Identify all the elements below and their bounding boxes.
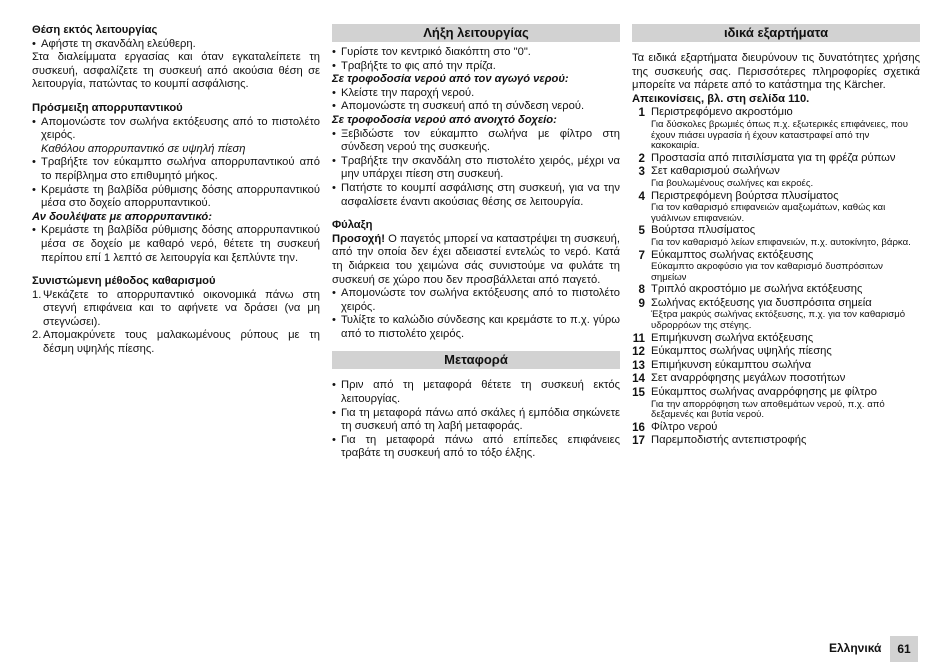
transport-list <box>332 379 620 461</box>
page-number: 61 <box>890 636 918 662</box>
storage-list <box>332 287 620 341</box>
column-left <box>32 24 320 357</box>
accessory-title: Επιμήκυνση εύκαμπτου σωλήνα <box>651 358 812 371</box>
accessory-title: Εύκαμπτος σωλήνας αναρρόφησης με φίλτρο <box>651 386 877 399</box>
list-item: • Για τη μεταφορά πάνω από σκάλες ή εμπόδια σηκώνετε τη συσκευή από τη λαβή μεταφοράς. <box>332 407 620 434</box>
accessory-number: 12 <box>632 345 645 359</box>
accessory-number: 9 <box>638 296 645 310</box>
list-item: • Απομονώστε τη συσκευή από τη σύνδεση νερού. <box>332 100 620 114</box>
list-item <box>32 289 320 330</box>
list-item: • Κρεμάστε τη βαλβίδα ρύθμισης δόσης απορρυπαντικού μέσα σε δοχείο με καθαρό νερό, θέτετε τη συσκευή περίπου επί 1 λεπτό σε λειτουργία και ξεπλύντε την. <box>32 224 320 265</box>
accessory-number: 1 <box>638 106 645 120</box>
list-item: • Κρεμάστε τη βαλβίδα ρύθμισης δόσης απορρυπαντικού μέσα στο δοχείο απορρυπαντικού. <box>32 184 320 211</box>
open-container-list <box>332 128 620 210</box>
footer-language: Ελληνικά <box>829 641 882 655</box>
accessory-title: Παρεμποδιστής αντεπιστροφής <box>651 434 807 447</box>
accessory-title: Σετ αναρρόφησης μεγάλων ποσοτήτων <box>651 372 846 385</box>
column-middle <box>332 24 620 461</box>
accessory-number: 3 <box>638 165 645 179</box>
accessory-title: Φίλτρο νερού <box>651 420 718 433</box>
accessory-item <box>632 297 920 332</box>
list-item: • Πριν από τη μεταφορά θέτετε τη συσκευή εκτός λειτουργίας. <box>332 379 620 406</box>
list-item: • Τυλίξτε το καλώδιο σύνδεσης και κρεμάστε το π.χ. γύρω από το πιστολέτο χειρός. <box>332 314 620 341</box>
accessory-title: Τριπλό ακροστόμιο με σωλήνα εκτόξευσης <box>651 283 863 296</box>
paragraph-accessories-intro: Τα ειδικά εξαρτήματα διευρύνουν τις δυνατότητες χρήσης της συσκευής σας. Περισσότερες πληροφορίες σχετικά μπορείτε να πάρετε από το κατάστημα της Kärcher. <box>632 52 920 92</box>
step-number: 2. <box>32 329 42 342</box>
section-banner-shutdown: Λήξη λειτουργίας <box>332 24 620 42</box>
heading-pipe-water: Σε τροφοδοσία νερού από τον αγωγό νερού: <box>332 73 569 86</box>
caution-label: Προσοχή! <box>332 232 385 245</box>
step-number: 1. <box>32 288 42 301</box>
accessory-item <box>632 190 920 225</box>
accessory-description: Για τον καθαρισμό επιφανειών αμαξωμάτων, καθώς και γυάλινων επιφανειών. <box>651 202 886 224</box>
list-item: • Κλείστε την παροχή νερού. <box>332 87 620 101</box>
storage-text: Ο παγετός μπορεί να καταστρέψει τη συσκευή, από την οποία δεν έχει αδειαστεί εντελώς το νερό. Κατά τη διάρκεια του χειμώνα σάς συνιστούμε να φυλάτε τη συσκευή σε χώρο που δεν προσβάλλεται από παγετό. <box>332 232 620 286</box>
pipe-water-list <box>332 87 620 114</box>
heading-storage: Φύλαξη <box>332 219 373 232</box>
accessory-item <box>632 224 920 248</box>
accessory-description: Για δύσκολες βρωμιές όπως π.χ. εξωτερικές επιφάνειες, που έχουν πιάσει υγρασία ή έχουν καταστραφεί από την κακοκαιρία. <box>651 118 908 152</box>
column-right <box>632 24 920 448</box>
accessory-title: Εύκαμπτος σωλήνας εκτόξευσης <box>651 248 814 261</box>
accessory-number: 5 <box>638 224 645 238</box>
list-item <box>32 116 320 157</box>
accessory-description: Για την απορρόφηση των αποθεμάτων νερού, π.χ. από δεξαμενές και βυτία νερού. <box>651 398 885 421</box>
step-text: Ψεκάζετε το απορρυπαντικό οικονομικά πάνω στη στεγνή επιφάνεια και το αφήνετε να δράσει (να μη στεγνώσει). <box>43 288 320 328</box>
accessory-number: 16 <box>632 420 645 434</box>
accessory-description: Για βουλωμένους σωλήνες και εκροές. <box>651 177 814 189</box>
list-item <box>32 329 320 356</box>
list-item: • Πατήστε το κουμπί ασφάλισης στη συσκευή, για να την ασφαλίσετε έναντι ακούσιας θέσης σε λειτουργία. <box>332 182 620 209</box>
heading-after-detergent: Αν δουλέψατε με απορρυπαντικό: <box>32 210 212 223</box>
list-item: • Γυρίστε τον κεντρικό διακόπτη στο "0". <box>332 46 620 60</box>
accessory-item <box>632 421 920 435</box>
section-banner-accessories: ιδικά εξαρτήματα <box>632 24 920 42</box>
accessory-item <box>632 283 920 297</box>
heading-off-position: Θέση εκτός λειτουργίας <box>32 24 158 36</box>
accessory-item <box>632 386 920 421</box>
accessory-item <box>632 345 920 359</box>
accessory-number: 7 <box>638 248 645 262</box>
list-item: • Απομονώστε τον σωλήνα εκτόξευσης από το πιστολέτο χειρός. <box>332 287 620 314</box>
accessory-title: Σωλήνας εκτόξευσης για δυσπρόσιτα σημεία <box>651 296 872 309</box>
accessory-item <box>632 359 920 373</box>
accessory-title: Σετ καθαρισμού σωλήνων <box>651 165 780 178</box>
accessory-item <box>632 152 920 166</box>
off-position-list <box>32 38 320 52</box>
accessory-title: Επιμήκυνση σωλήνα εκτόξευσης <box>651 331 814 344</box>
accessory-description: Για τον καθαρισμό λείων επιφανειών, π.χ. αυτοκίνητο, βάρκα. <box>651 236 911 248</box>
accessory-number: 8 <box>638 283 645 297</box>
accessory-title: Περιστρεφόμενη βούρτσα πλυσίματος <box>651 189 839 202</box>
accessory-item <box>632 332 920 346</box>
accessory-number: 15 <box>632 386 645 400</box>
accessory-item <box>632 106 920 151</box>
detergent-list <box>32 116 320 211</box>
accessory-item <box>632 165 920 189</box>
list-item: • Αφήστε τη σκανδάλη ελεύθερη. <box>32 38 320 52</box>
accessory-item <box>632 372 920 386</box>
heading-detergent: Πρόσμειξη απορρυπαντικού <box>32 101 183 114</box>
section-banner-transport: Μεταφορά <box>332 351 620 369</box>
accessory-item <box>632 249 920 284</box>
accessory-title: Περιστρεφόμενο ακροστόμιο <box>651 106 793 119</box>
accessory-title: Βούρτσα πλυσίματος <box>651 224 756 237</box>
note-no-detergent: Καθόλου απορρυπαντικό σε υψηλή πίεση <box>41 142 246 155</box>
accessory-number: 13 <box>632 358 645 372</box>
list-item: • Για τη μεταφορά πάνω από επίπεδες επιφάνειες τραβάτε τη συσκευή από το τόξο έλξης. <box>332 434 620 461</box>
step-text: Απομακρύνετε τους μαλακωμένους ρύπους με τη δέσμη υψηλής πίεσης. <box>43 329 320 356</box>
accessory-number: 2 <box>638 151 645 165</box>
accessory-title: Προστασία από πιτσιλίσματα για τη φρέζα ρύπων <box>651 151 896 164</box>
list-item: • Τραβήξτε το φις από την πρίζα. <box>332 60 620 74</box>
accessory-number: 17 <box>632 434 645 448</box>
list-item-text: Απομονώστε τον σωλήνα εκτόξευσης από το πιστολέτο χειρός. <box>41 115 320 142</box>
list-item: • Τραβήξτε την σκανδάλη στο πιστολέτο χειρός, μέχρι να μην υπάρχει πίεση στη συσκευή. <box>332 155 620 182</box>
accessory-item <box>632 434 920 448</box>
paragraph-storage <box>332 233 620 287</box>
heading-illustrations: Απεικονίσεις, βλ. στη σελίδα 110. <box>632 92 810 105</box>
list-item: • Ξεβιδώστε τον εύκαμπτο σωλήνα με φίλτρο στη σύνδεση νερού της συσκευής. <box>332 128 620 155</box>
accessory-number: 14 <box>632 372 645 386</box>
list-item: • Τραβήξτε τον εύκαμπτο σωλήνα απορρυπαντικού από το περίβλημα στο επιθυμητό μήκος. <box>32 156 320 183</box>
cleaning-method-list <box>32 289 320 357</box>
accessory-title: Εύκαμπτος σωλήνας υψηλής πίεσης <box>651 345 832 358</box>
paragraph-off-position: Στα διαλείμματα εργασίας και όταν εγκαταλείπετε τη συσκευή, ασφαλίζετε τη συσκευή από ακούσια θέση σε λειτουργία, πατώντας το κουμπί ασφάλισης. <box>32 51 320 91</box>
accessories-list <box>632 106 920 448</box>
heading-open-container: Σε τροφοδοσία νερού από ανοιχτό δοχείο: <box>332 113 557 126</box>
accessory-number: 4 <box>638 189 645 203</box>
after-detergent-list <box>32 224 320 265</box>
accessory-description: Έξτρα μακρύς σωλήνας εκτόξευσης, π.χ. για τον καθαρισμό υδρορρόων της στέγης. <box>651 309 906 332</box>
accessory-number: 11 <box>632 331 645 345</box>
shutdown-list <box>332 46 620 73</box>
accessory-description: Εύκαμπτο ακροφύσιο για τον καθαρισμό δυσπρόσιτων σημείων <box>651 261 883 283</box>
heading-cleaning-method: Συνιστώμενη μέθοδος καθαρισμού <box>32 275 216 288</box>
